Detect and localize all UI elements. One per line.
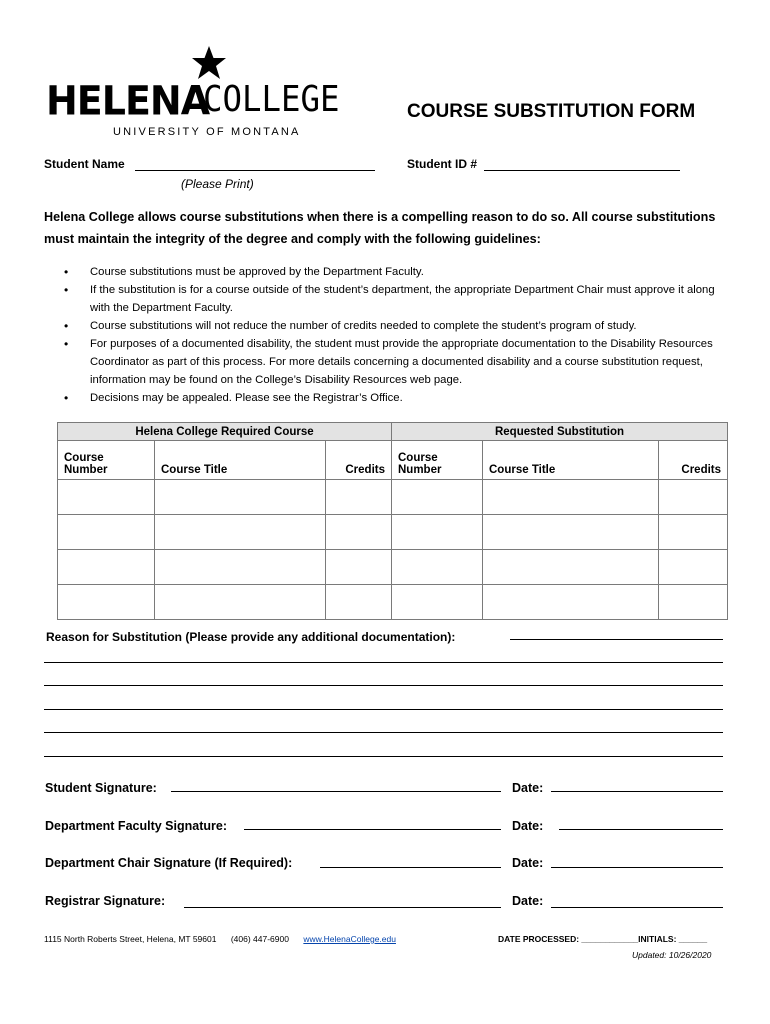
table-row [58, 515, 728, 550]
table-row [58, 480, 728, 515]
table-cell[interactable] [58, 585, 155, 620]
table-cell[interactable] [155, 480, 326, 515]
reason-line[interactable] [44, 732, 723, 733]
guideline-text: If the substitution is for a course outside of the student’s department, the appropriate Department Chair must approve it along with the Department Faculty. [90, 284, 715, 314]
intro-text: Helena College allows course substitutions when there is a compelling reason to do so. All course substitutions must maintain the integrity of the degree and comply with the following guidelines: [44, 210, 716, 246]
student-id-field[interactable] [484, 170, 680, 171]
reason-line[interactable] [44, 685, 723, 686]
list-item: • Course substitutions will not reduce the number of credits needed to complete the student’s program of study. [64, 319, 637, 333]
table-cell[interactable] [659, 550, 728, 585]
table-cell[interactable] [483, 550, 659, 585]
star-icon [190, 44, 228, 82]
logo-helena: HELENA [46, 77, 210, 125]
list-item: • For purposes of a documented disability, the student must provide the appropriate documentation to the Disability Resources Coordinator as part of this process. For more details concerning a documented disability and a course substitution request, information may be found on the College’s Disability Resources web page. [64, 335, 724, 389]
logo-subtitle: UNIVERSITY OF MONTANA [113, 126, 301, 138]
student-name-label: Student Name [44, 157, 125, 171]
table-row [58, 550, 728, 585]
requested-substitution-header: Requested Substitution [392, 423, 728, 441]
date-field[interactable] [559, 829, 723, 830]
column-header: Course Title [483, 441, 659, 480]
table-cell[interactable] [326, 550, 392, 585]
table-cell[interactable] [58, 480, 155, 515]
date-field[interactable] [551, 791, 723, 792]
address-text: 1115 North Roberts Street, Helena, MT 59601 [44, 934, 217, 944]
guidelines-list [64, 263, 724, 407]
table-cell[interactable] [392, 585, 483, 620]
table-cell[interactable] [483, 480, 659, 515]
please-print-hint: (Please Print) [181, 177, 254, 191]
student-signature-field[interactable] [171, 791, 501, 792]
guideline-text: Course substitutions will not reduce the number of credits needed to complete the student’s program of study. [90, 320, 637, 332]
column-header: Credits [659, 441, 728, 480]
table-cell[interactable] [659, 585, 728, 620]
date-label: Date: [512, 819, 544, 833]
chair-signature-field[interactable] [320, 867, 501, 868]
registrar-signature-field[interactable] [184, 907, 501, 908]
date-label: Date: [512, 894, 544, 908]
logo-college: COLLEGE [203, 79, 340, 120]
list-item: • If the substitution is for a course outside of the student’s department, the appropriate Department Chair must approve it along with the Department Faculty. [64, 281, 724, 317]
table-cell[interactable] [58, 550, 155, 585]
table-cell[interactable] [155, 550, 326, 585]
table-cell[interactable] [659, 515, 728, 550]
table-cell[interactable] [58, 515, 155, 550]
guideline-text: Decisions may be appealed. Please see the Registrar’s Office. [90, 392, 403, 404]
faculty-signature-label: Department Faculty Signature: [45, 819, 227, 833]
updated-date: Updated: 10/26/2020 [632, 950, 712, 960]
column-header: Course Number [58, 441, 155, 480]
registrar-signature-label: Registrar Signature: [45, 894, 166, 908]
table-cell[interactable] [326, 515, 392, 550]
reason-line[interactable] [44, 709, 723, 710]
table-row [58, 585, 728, 620]
faculty-signature-field[interactable] [244, 829, 501, 830]
reason-label: Reason for Substitution (Please provide any additional documentation): [46, 630, 456, 644]
reason-line[interactable] [44, 756, 723, 757]
date-field[interactable] [551, 907, 723, 908]
guideline-text: Course substitutions must be approved by the Department Faculty. [90, 266, 424, 278]
table-cell[interactable] [326, 480, 392, 515]
guideline-text: For purposes of a documented disability, the student must provide the appropriate documentation to the Disability Resources Coordinator as part of this process. For more details concerning a documented disability and a course substitution request, information may be found on the College’s Disability Resources web page. [90, 338, 713, 386]
table-cell[interactable] [392, 550, 483, 585]
table-cell[interactable] [392, 515, 483, 550]
chair-signature-label: Department Chair Signature (If Required): [45, 856, 293, 870]
table-cell[interactable] [483, 515, 659, 550]
column-header: Credits [326, 441, 392, 480]
date-processed: DATE PROCESSED: ____________INITIALS: ______ [498, 934, 708, 944]
table-cell[interactable] [392, 480, 483, 515]
reason-line[interactable] [44, 662, 723, 663]
list-item: • Decisions may be appealed. Please see the Registrar’s Office. [64, 391, 403, 405]
date-field[interactable] [551, 867, 723, 868]
date-label: Date: [512, 856, 544, 870]
table-cell[interactable] [155, 515, 326, 550]
student-name-field[interactable] [135, 170, 375, 171]
form-title: COURSE SUBSTITUTION FORM [407, 101, 696, 122]
table-cell[interactable] [659, 480, 728, 515]
list-item: • Course substitutions must be approved by the Department Faculty. [64, 265, 424, 279]
column-header: Course Number [392, 441, 483, 480]
student-signature-label: Student Signature: [45, 781, 157, 795]
table-cell[interactable] [155, 585, 326, 620]
phone-text: (406) 447-6900 [230, 934, 289, 944]
student-id-label: Student ID # [407, 157, 478, 171]
footer-contact [44, 934, 396, 944]
date-label: Date: [512, 781, 544, 795]
table-cell[interactable] [483, 585, 659, 620]
reason-line[interactable] [510, 639, 723, 640]
column-header: Course Title [155, 441, 326, 480]
required-course-header: Helena College Required Course [58, 423, 392, 441]
website-link[interactable]: www.HelenaCollege.edu [303, 934, 396, 944]
table-cell[interactable] [326, 585, 392, 620]
substitution-table [57, 422, 728, 620]
